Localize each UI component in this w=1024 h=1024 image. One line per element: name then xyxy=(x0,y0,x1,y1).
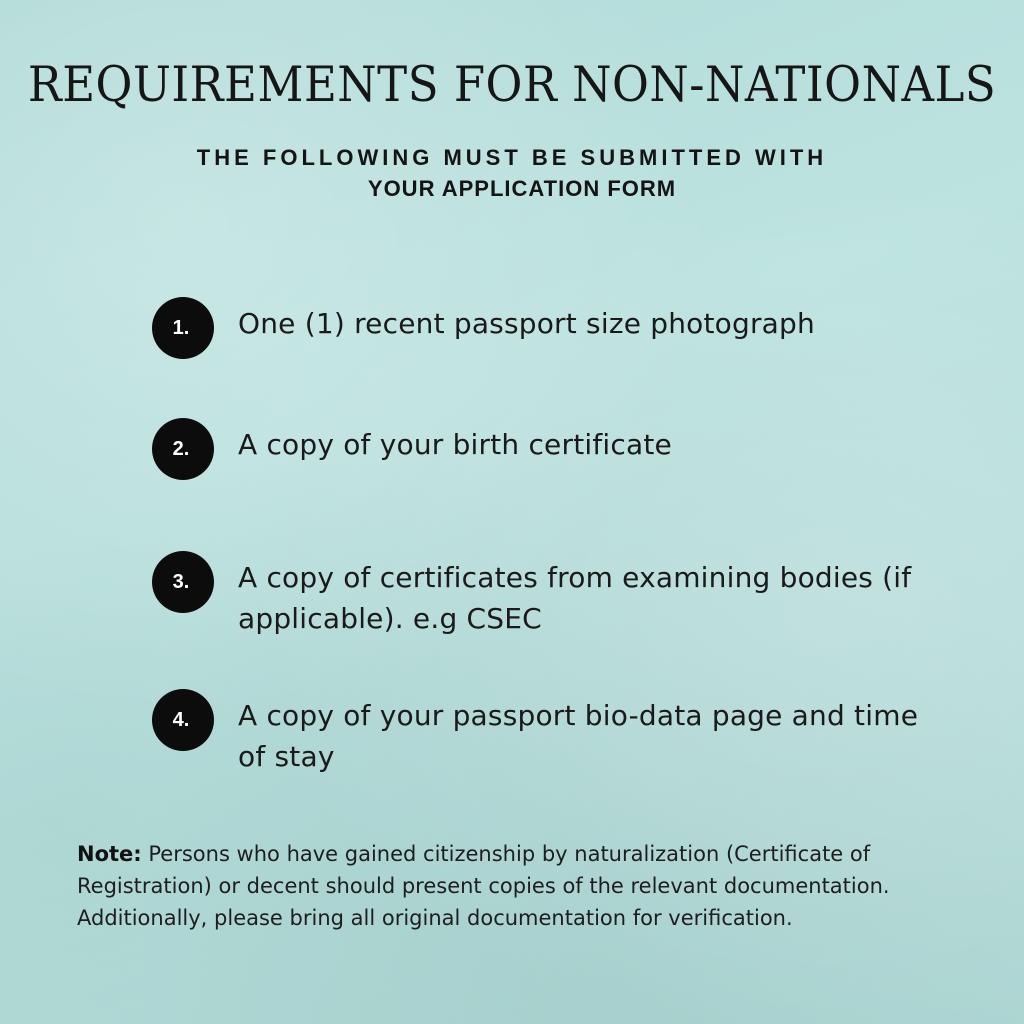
page-title: REQUIREMENTS FOR NON-NATIONALS xyxy=(27,55,997,114)
requirement-number-badge: 3. xyxy=(152,551,214,613)
note-text: Persons who have gained citizenship by naturalization (Certificate of Registration) or decent should present copies of the relevant documentation. Additionally, please bring all original documentation for verification. xyxy=(77,842,890,930)
subtitle-line-1: THE FOLLOWING MUST BE SUBMITTED WITH xyxy=(196,145,828,170)
requirement-text: A copy of certificates from examining bodies (if applicable). e.g CSEC xyxy=(238,561,912,635)
subtitle-line-2: YOUR APPLICATION FORM xyxy=(367,176,677,201)
requirement-text: A copy of your passport bio-data page and time of stay xyxy=(238,699,919,773)
note-label: Note: xyxy=(77,842,142,866)
note-paragraph xyxy=(77,838,967,934)
requirement-number-badge: 1. xyxy=(152,297,214,359)
requirement-text: One (1) recent passport size photograph xyxy=(238,307,815,340)
requirement-number-badge: 2. xyxy=(152,418,214,480)
requirement-text: A copy of your birth certificate xyxy=(238,428,672,461)
requirement-number-badge: 4. xyxy=(152,689,214,751)
